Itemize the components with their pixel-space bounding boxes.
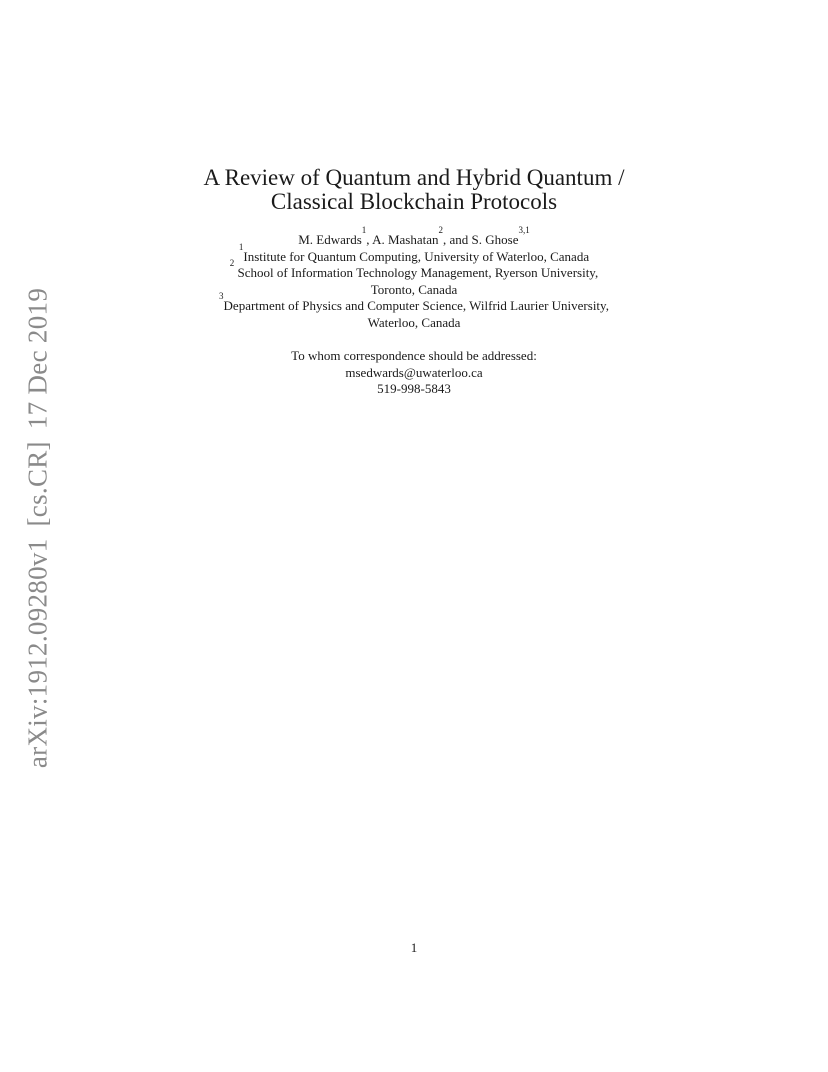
affiliation-1 <box>0 241 828 266</box>
author-affiliation-mark: 3,1 <box>518 225 530 235</box>
title-line-1: A Review of Quantum and Hybrid Quantum / <box>203 165 625 190</box>
affiliation-text: Institute for Quantum Computing, University of Waterloo, Canada <box>243 248 590 264</box>
affiliation-text: School of Information Technology Management, Ryerson University, <box>234 265 599 280</box>
arxiv-id: arXiv:1912.09280v1 <box>22 538 53 769</box>
correspondence-phone: 519-998-5843 <box>377 381 451 396</box>
author-affiliation-mark: 1 <box>361 225 367 235</box>
title-line-2: Classical Blockchain Protocols <box>270 189 558 214</box>
arxiv-date: 17 Dec 2019 <box>22 287 53 430</box>
author-block <box>0 225 828 331</box>
author-separator: , and <box>443 232 472 247</box>
page-number: 1 <box>410 940 418 955</box>
author-name: A. Mashatan <box>372 232 439 247</box>
author-list <box>0 225 828 249</box>
affiliation-2-continued: Toronto, Canada <box>370 281 458 297</box>
affiliation-mark: 1 <box>238 241 244 252</box>
affiliation-3 <box>0 291 828 315</box>
author-name: S. Ghose <box>471 232 519 247</box>
affiliation-mark: 3 <box>219 291 224 301</box>
affiliation-3-continued: Waterloo, Canada <box>367 314 461 330</box>
affiliation-mark: 2 <box>229 258 235 268</box>
arxiv-category: [cs.CR] <box>22 441 53 527</box>
author-name: M. Edwards <box>298 232 362 247</box>
correspondence-label: To whom correspondence should be addressed: <box>291 348 537 363</box>
correspondence-block <box>0 348 828 398</box>
affiliation-text: Department of Physics and Computer Science, Wilfrid Laurier University, <box>223 298 609 313</box>
paper-title <box>0 166 828 214</box>
affiliation-2 <box>0 258 828 282</box>
correspondence-email: msedwards@uwaterloo.ca <box>345 364 483 380</box>
author-affiliation-mark: 2 <box>438 225 444 235</box>
author-separator: , <box>366 232 373 247</box>
